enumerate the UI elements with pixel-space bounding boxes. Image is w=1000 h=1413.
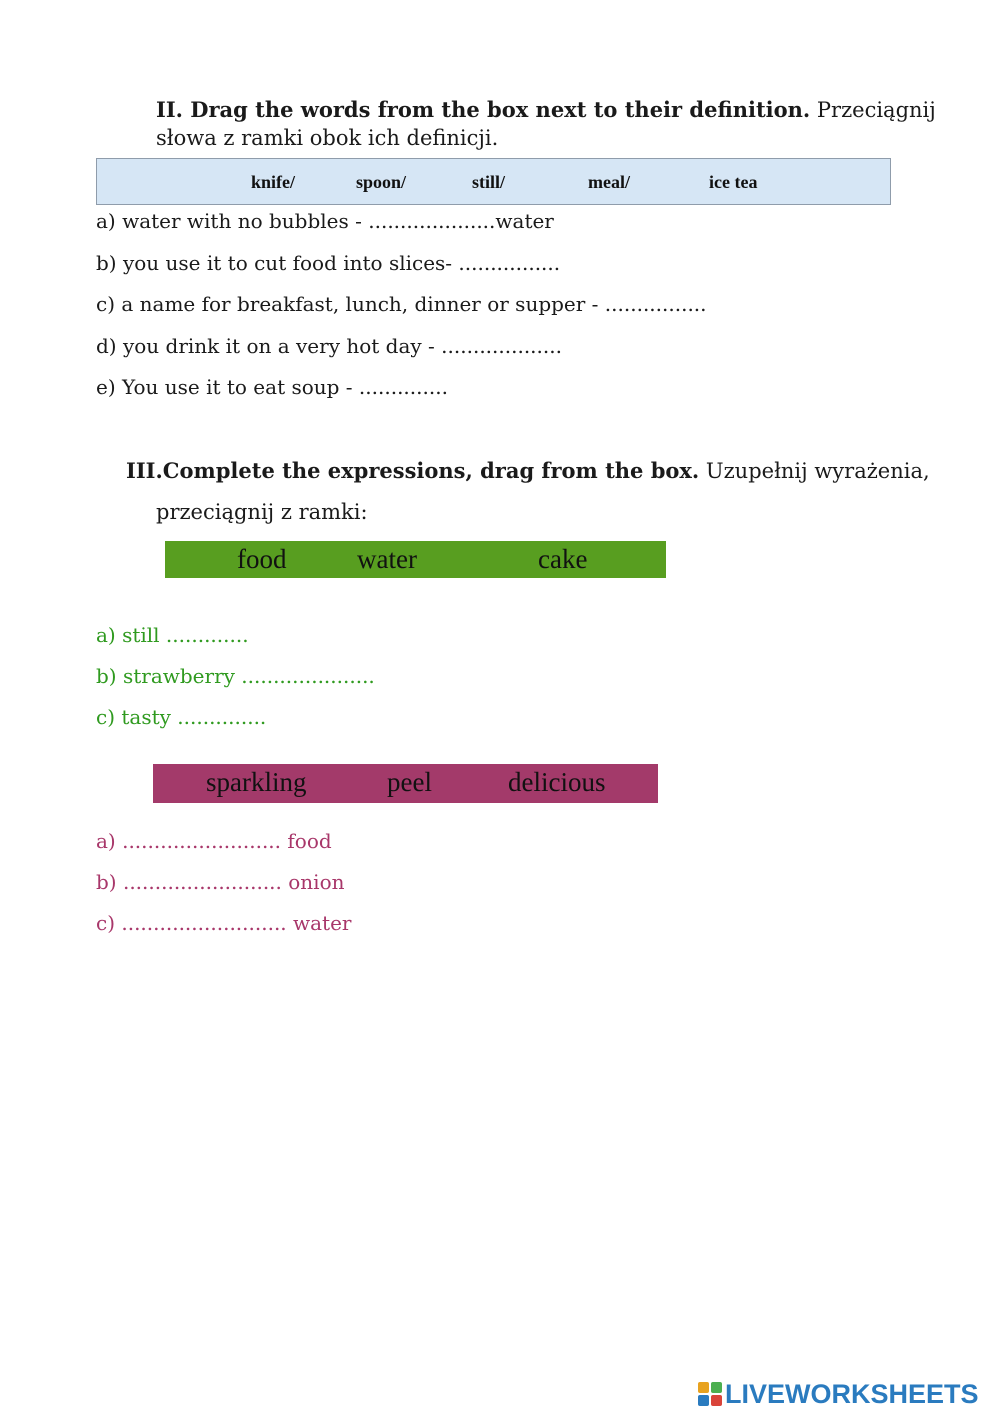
draggable-word[interactable]: knife/ [251,172,296,192]
definition-line[interactable]: c) a name for breakfast, lunch, dinner or supper - ................ [96,292,707,316]
expression-line[interactable]: b) strawberry ..................... [96,664,375,688]
draggable-word[interactable]: peel [387,767,432,797]
section-3-heading [126,457,930,485]
section-2-heading [156,96,936,124]
section-2-heading-translation: Przeciągnij [816,98,936,122]
section-3-heading-translation: Uzupełnij wyrażenia, [705,459,930,483]
section-2-heading-line-2: słowa z ramki obok ich definicji. [156,126,499,150]
draggable-word[interactable]: delicious [508,767,606,797]
draggable-word[interactable]: meal/ [588,172,630,192]
draggable-word[interactable]: ice tea [709,172,758,192]
section-3-heading-bold: III.Complete the expressions, drag from the box. [126,458,700,483]
draggable-word[interactable]: spoon/ [356,172,407,192]
expression-line[interactable]: b) ......................... onion [96,870,345,894]
definition-line[interactable]: b) you use it to cut food into slices- ................ [96,251,561,275]
expression-line[interactable]: c) .......................... water [96,911,352,935]
liveworksheets-logo [698,1377,979,1411]
definition-line[interactable]: a) water with no bubbles - ....................water [96,209,554,233]
liveworksheets-logo-text: LIVEWORKSHEETS [725,1378,979,1409]
definition-line[interactable]: e) You use it to eat soup - .............. [96,375,448,399]
expression-line[interactable]: a) still ............. [96,623,249,647]
section-2-heading-bold: II. Drag the words from the box next to their definition. [156,97,811,122]
word-box-purple [153,764,658,803]
draggable-word[interactable]: cake [538,544,588,574]
expression-line[interactable]: c) tasty .............. [96,705,267,729]
word-box-blue [96,158,891,205]
word-box-green [165,541,666,578]
draggable-word[interactable]: still/ [472,172,506,192]
section-3-heading-line-2: przeciągnij z ramki: [156,500,368,524]
liveworksheets-logo-icon [698,1382,722,1406]
draggable-word[interactable]: water [357,544,417,574]
expression-line[interactable]: a) ......................... food [96,829,332,853]
draggable-word[interactable]: food [237,544,287,574]
definition-line[interactable]: d) you drink it on a very hot day - ................... [96,334,562,358]
draggable-word[interactable]: sparkling [206,767,307,797]
